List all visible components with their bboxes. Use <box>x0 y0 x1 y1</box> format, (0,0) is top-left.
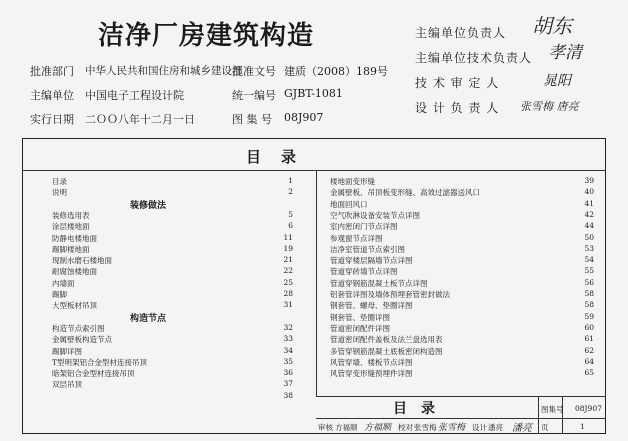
editor-unit-label: 主编单位 <box>30 89 74 102</box>
page-number: 1 <box>580 422 585 431</box>
toc-item[interactable] <box>52 300 293 311</box>
atlas-no: 08J907 <box>284 111 324 124</box>
toc-item-page: 54 <box>584 255 594 265</box>
toc-item-title: 空气吹淋设备安装节点详图 <box>330 210 420 220</box>
toc-item-title: 构造节点索引图 <box>52 323 105 333</box>
toc-item-title: 管道穿楼层隔墙节点详图 <box>330 256 413 266</box>
toc-item-title: 管道密闭配件盖板及法兰盘选用表 <box>330 335 443 345</box>
toc-item[interactable] <box>52 356 293 368</box>
toc-item-page: 56 <box>584 277 594 287</box>
toc-item[interactable] <box>330 187 594 198</box>
toc-item[interactable] <box>330 243 594 255</box>
toc-item-page: 2 <box>288 187 293 197</box>
toc-item-title: 室内密闭门节点详图 <box>330 222 398 232</box>
unified-no-label: 统一编号 <box>232 89 276 102</box>
toc-item-page: 25 <box>283 277 293 287</box>
title-block-atlas-label: 图集号 <box>541 405 564 414</box>
toc-item[interactable] <box>330 289 594 300</box>
toc-item-title: 踢脚 <box>52 290 67 299</box>
toc-item-title: 管道密闭配件详图 <box>330 323 390 333</box>
toc-item-title: 暗架铝合金型材连接吊顶 <box>52 369 135 379</box>
toc-item[interactable] <box>330 311 594 323</box>
toc-item[interactable] <box>330 232 594 244</box>
check-label: 校对 <box>398 423 413 432</box>
toc-item-title: 耐腐蚀楼地面 <box>52 267 97 277</box>
toc-item[interactable] <box>330 345 594 357</box>
toc-item[interactable] <box>330 322 594 334</box>
title-block-atlas-no: 08J907 <box>575 404 602 413</box>
toc-item-page: 42 <box>584 209 594 219</box>
toc-item-page: 6 <box>288 221 293 231</box>
toc-item-page: 58 <box>584 300 594 310</box>
toc-item-page: 55 <box>584 266 594 276</box>
toc-item-page: 5 <box>288 209 293 219</box>
toc-item-page: 65 <box>584 368 594 378</box>
toc-item[interactable] <box>52 379 293 390</box>
toc-item-page: 38 <box>283 390 293 400</box>
toc-item-title: 钢套管、垫圈详图 <box>330 312 390 322</box>
reviewer-name: 方福顺 <box>335 423 358 432</box>
toc-item-page: 33 <box>283 334 293 344</box>
toc-item-page: 22 <box>283 266 293 276</box>
toc-item[interactable] <box>52 176 293 187</box>
toc-item-title: 楼地面变形缝 <box>330 177 375 186</box>
toc-item-title: 地面回风口 <box>330 199 368 209</box>
toc-item-title: 踢脚详图 <box>52 346 82 356</box>
toc-item[interactable] <box>52 277 293 289</box>
impl-date: 二ＯＯ八年十二月一日 <box>85 113 195 126</box>
toc-item[interactable] <box>330 334 594 345</box>
toc-item[interactable] <box>52 221 293 232</box>
toc-item[interactable] <box>52 322 293 334</box>
toc-item-title: 风管穿墙、楼板节点详图 <box>330 357 413 367</box>
signature-1: 胡东 <box>532 14 572 38</box>
toc-item[interactable] <box>52 266 293 277</box>
toc-item-page: 21 <box>283 255 293 265</box>
toc-item-page: 1 <box>288 176 293 185</box>
toc-item-page: 32 <box>283 322 293 332</box>
toc-item[interactable] <box>52 209 293 221</box>
toc-item[interactable] <box>52 232 293 244</box>
toc-item-page: 39 <box>584 176 594 185</box>
toc-item-page: 19 <box>283 243 293 253</box>
toc-item[interactable] <box>52 255 293 266</box>
toc-item-page: 44 <box>584 221 594 231</box>
toc-item-page: 59 <box>584 311 594 321</box>
toc-item-page: 53 <box>584 243 594 253</box>
toc-item-page: 41 <box>584 198 594 208</box>
toc-item-page: 35 <box>283 356 293 366</box>
toc-item[interactable] <box>52 187 293 198</box>
toc-item-page: 36 <box>283 368 293 378</box>
toc-header-divider <box>22 170 606 171</box>
toc-item-page: 34 <box>283 345 293 355</box>
signature-4: 张雪梅 唐亮 <box>520 100 579 113</box>
title-block-divider-a <box>538 396 539 434</box>
approval-doc-label: 批准文号 <box>232 65 276 78</box>
toc-item-page: 60 <box>584 322 594 332</box>
toc-item[interactable] <box>330 255 594 266</box>
toc-item-title: 洁净室管道节点索引图 <box>330 244 405 254</box>
checker-name: 张雪梅 <box>414 423 437 432</box>
page-label: 页 <box>541 423 549 432</box>
toc-item-title: 双层吊顶 <box>52 380 82 390</box>
unified-no: GJBT-1081 <box>284 87 343 100</box>
responsible-role-3: 技 术 审 定 人 <box>415 76 500 90</box>
toc-item[interactable] <box>330 221 594 232</box>
toc-item-title: 管道穿砖墙节点详图 <box>330 267 398 277</box>
toc-frame <box>22 138 606 434</box>
toc-item-title: 风管穿变形缝预埋件详图 <box>330 369 413 379</box>
toc-item[interactable] <box>52 368 293 379</box>
toc-item-title: 参观窗节点详图 <box>330 233 383 243</box>
design-label: 设计 <box>472 423 487 432</box>
checker-signature: 张雪梅 <box>438 423 466 433</box>
toc-item-title: 金属壁板、吊顶板变形缝、高效过滤器送风口 <box>330 188 480 198</box>
toc-item-title: 踢脚楼地面 <box>52 244 90 254</box>
toc-section-heading: 装修做法 <box>130 200 167 211</box>
toc-item-title: 目录 <box>52 177 67 186</box>
toc-item-title: 涂层楼地面 <box>52 222 90 232</box>
toc-item-title: 现制水磨石楼地面 <box>52 256 112 266</box>
editor-unit: 中国电子工程设计院 <box>85 89 184 102</box>
toc-item[interactable] <box>52 345 293 357</box>
approval-dept-label: 批准部门 <box>30 65 74 78</box>
toc-item-title: 装修选用表 <box>52 210 90 220</box>
reviewer-signature: 方福顺 <box>364 423 392 433</box>
signature-2: 孝清 <box>548 43 582 63</box>
toc-item[interactable] <box>330 266 594 277</box>
toc-column-divider <box>316 170 317 396</box>
toc-item-title: 大型板材吊顶 <box>52 301 97 311</box>
review-label: 审核 <box>318 423 333 432</box>
toc-item-title: 金属壁板构造节点 <box>52 335 112 345</box>
responsible-role-2: 主编单位技术负责人 <box>415 51 533 65</box>
toc-item-page: 40 <box>584 187 594 197</box>
toc-item-title: 多管穿钢筋混凝土底板密闭构造图 <box>330 346 443 356</box>
toc-item-title: 管道穿钢筋混凝土板节点详图 <box>330 278 428 288</box>
toc-item-title: 说明 <box>52 188 67 198</box>
toc-item-title: 铝套管详图及墙体预埋套管密封做法 <box>330 290 450 299</box>
title-block-divider-b <box>562 396 563 434</box>
toc-item-page: 58 <box>584 289 594 298</box>
toc-item[interactable] <box>52 334 293 345</box>
toc-item-page: 62 <box>584 345 594 355</box>
toc-item-page: 37 <box>283 379 293 389</box>
atlas-no-label: 图 集 号 <box>232 113 272 126</box>
toc-item[interactable] <box>330 209 594 221</box>
atlas-title: 洁净厂房建筑构造 <box>98 21 315 51</box>
responsible-role-4: 设 计 负 责 人 <box>415 101 500 115</box>
approval-doc: 建质（2008）189号 <box>284 65 388 78</box>
designer-signature: 潘亮 <box>512 423 532 434</box>
toc-item[interactable] <box>330 300 594 311</box>
toc-section-heading: 构造节点 <box>130 313 167 324</box>
toc-item-title: 钢套管、螺母、垫圈详图 <box>330 301 413 311</box>
title-block-label: 目录 <box>393 401 449 417</box>
toc-item[interactable] <box>330 277 594 289</box>
toc-item-page: 50 <box>584 232 594 242</box>
toc-item-title: 防静电楼地面 <box>52 233 97 243</box>
responsible-role-1: 主编单位负责人 <box>415 26 507 40</box>
toc-title: 目录 <box>246 148 317 166</box>
toc-item[interactable] <box>330 368 594 379</box>
toc-item-title: T型明架铝合金型材连接吊顶 <box>52 357 148 367</box>
signature-3: 晁阳 <box>543 73 571 89</box>
toc-item-page: 64 <box>584 356 594 366</box>
toc-item[interactable] <box>330 176 594 187</box>
toc-item[interactable] <box>330 198 594 210</box>
impl-date-label: 实行日期 <box>30 113 74 126</box>
designer-name: 潘亮 <box>488 423 503 432</box>
toc-item-title: 内墙面 <box>52 278 75 288</box>
approval-dept: 中华人民共和国住房和城乡建设部 <box>85 65 243 77</box>
toc-item-page: 28 <box>283 289 293 298</box>
toc-item[interactable] <box>330 356 594 368</box>
toc-item-page: 11 <box>283 232 293 242</box>
toc-item[interactable] <box>52 243 293 255</box>
toc-item[interactable] <box>52 289 293 300</box>
toc-item-page: 31 <box>283 300 293 310</box>
toc-item-page: 61 <box>584 334 594 344</box>
